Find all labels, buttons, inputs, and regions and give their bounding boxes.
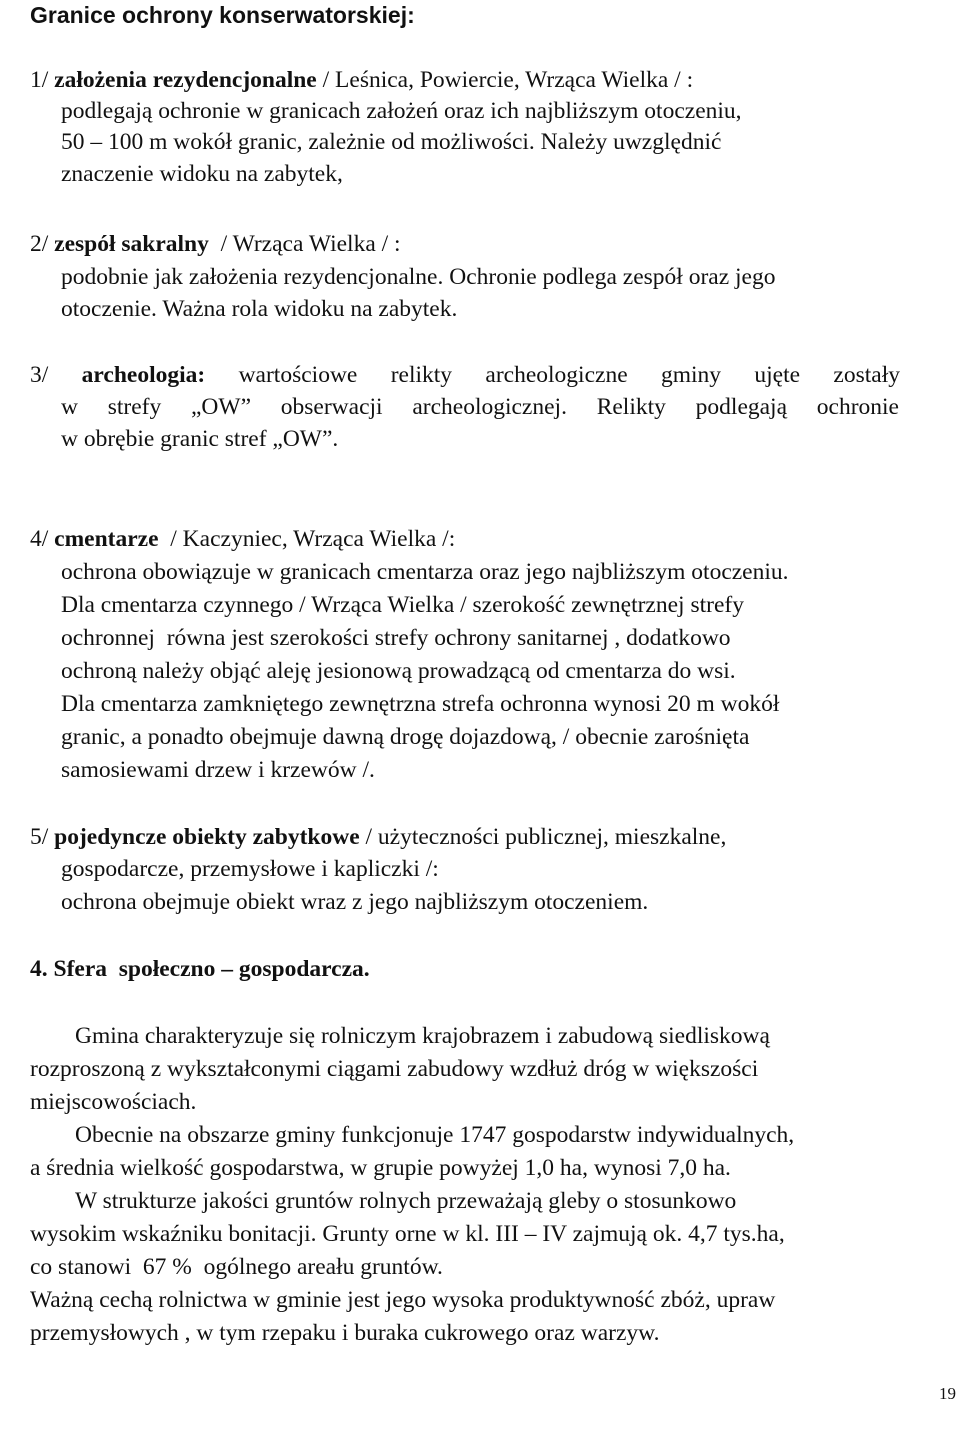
- item-line: samosiewami drzew i krzewów /.: [61, 757, 375, 783]
- paragraph-line: co stanowi 67 % ogólnego areału gruntów.: [30, 1254, 443, 1280]
- paragraph-line: Obecnie na obszarze gminy funkcjonuje 1747 gospodarstw indywidualnych,: [75, 1122, 795, 1148]
- item-title: archeologia:: [81, 362, 206, 388]
- item-line: ochrona obowiązuje w granicach cmentarza oraz jego najbliższym otoczeniu.: [61, 559, 789, 585]
- item-number: 5/: [30, 824, 49, 850]
- item-line: w obrębie granic stref „OW”.: [61, 426, 339, 452]
- item-2-header: [30, 228, 401, 260]
- item-line: gospodarcze, przemysłowe i kapliczki /:: [61, 856, 439, 882]
- item-title-rest: / Kaczyniec, Wrząca Wielka /:: [158, 526, 456, 552]
- paragraph-line: W strukturze jakości gruntów rolnych przeważają gleby o stosunkowo: [75, 1188, 737, 1214]
- item-line: znaczenie widoku na zabytek,: [61, 161, 343, 187]
- item-line: ochroną należy objąć aleję jesionową prowadzącą od cmentarza do wsi.: [61, 658, 736, 684]
- item-title: cmentarze: [54, 526, 159, 552]
- paragraph-line: przemysłowych , w tym rzepaku i buraka cukrowego oraz warzyw.: [30, 1320, 660, 1346]
- item-number: 1/: [30, 67, 49, 93]
- item-number: 2/: [30, 231, 49, 257]
- item-1-header: [30, 64, 693, 96]
- item-line: ochronnej równa jest szerokości strefy ochrony sanitarnej , dodatkowo: [61, 625, 731, 651]
- item-line: Dla cmentarza czynnego / Wrząca Wielka / szerokość zewnętrznej strefy: [61, 592, 744, 618]
- item-title: założenia rezydencjonalne: [54, 67, 317, 93]
- paragraph-line: Ważną cechą rolnictwa w gminie jest jego wysoka produktywność zbóż, upraw: [30, 1287, 776, 1313]
- section-heading: Granice ochrony konserwatorskiej:: [30, 2, 415, 28]
- item-title-rest: / użyteczności publicznej, mieszkalne,: [359, 824, 727, 850]
- item-title-rest: / Leśnica, Powiercie, Wrząca Wielka / :: [316, 67, 694, 93]
- item-line: w strefy „OW” obserwacji archeologicznej. Relikty podlegają ochronie: [61, 394, 899, 420]
- item-number: 3/: [30, 362, 49, 388]
- item-line: ochrona obejmuje obiekt wraz z jego najbliższym otoczeniem.: [61, 889, 649, 915]
- paragraph-line: a średnia wielkość gospodarstwa, w grupie powyżej 1,0 ha, wynosi 7,0 ha.: [30, 1155, 731, 1181]
- item-line: otoczenie. Ważna rola widoku na zabytek.: [61, 296, 458, 322]
- item-number: 4/: [30, 526, 49, 552]
- item-line: podobnie jak założenia rezydencjonalne. Ochronie podlega zespół oraz jego: [61, 264, 776, 290]
- item-title-rest: wartościowe relikty archeologiczne gminy ujęte zostały: [205, 362, 900, 388]
- item-line: granic, a ponadto obejmuje dawną drogę dojazdową, / obecnie zarośnięta: [61, 724, 750, 750]
- item-title: zespół sakralny: [54, 231, 209, 257]
- item-line: 50 – 100 m wokół granic, zależnie od możliwości. Należy uwzględnić: [61, 129, 722, 155]
- item-title: pojedyncze obiekty zabytkowe: [54, 824, 360, 850]
- section-4-title: 4. Sfera społeczno – gospodarcza.: [30, 956, 370, 982]
- paragraph-line: wysokim wskaźniku bonitacji. Grunty orne w kl. III – IV zajmują ok. 4,7 tys.ha,: [30, 1221, 785, 1247]
- item-title-rest: / Wrząca Wielka / :: [208, 231, 401, 257]
- item-4-header: [30, 523, 455, 555]
- item-3-header: [30, 359, 900, 391]
- paragraph-line: miejscowościach.: [30, 1089, 197, 1115]
- paragraph-line: rozproszoną z wykształconymi ciągami zabudowy wzdłuż dróg w większości: [30, 1056, 759, 1082]
- page-number: 19: [939, 1384, 956, 1403]
- item-line: podlegają ochronie w granicach założeń oraz ich najbliższym otoczeniu,: [61, 98, 742, 124]
- item-line: Dla cmentarza zamkniętego zewnętrzna strefa ochronna wynosi 20 m wokół: [61, 691, 780, 717]
- paragraph-line: Gmina charakteryzuje się rolniczym krajobrazem i zabudową siedliskową: [75, 1023, 770, 1049]
- item-5-header: [30, 821, 726, 853]
